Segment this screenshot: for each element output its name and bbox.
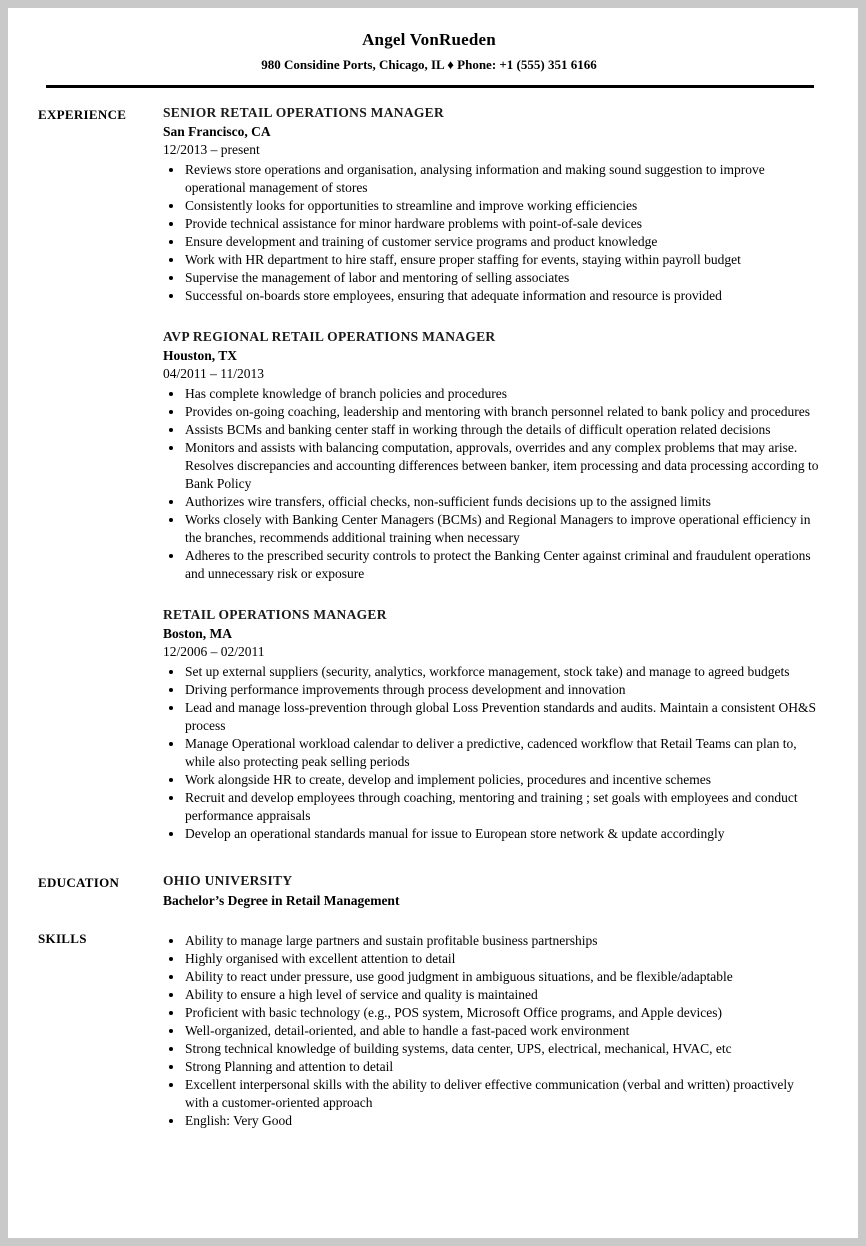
header-divider <box>46 85 814 88</box>
job-title: SENIOR RETAIL OPERATIONS MANAGER <box>163 105 445 120</box>
job-location: Houston, TX <box>163 348 238 363</box>
bullet-item: • Ensure development and training of customer service programs and product knowledge <box>184 233 820 251</box>
bullet-item: • Has complete knowledge of branch policies and procedures <box>184 385 820 403</box>
bullet-item: • Strong Planning and attention to detail <box>184 1058 820 1076</box>
bullet-item: • Ability to react under pressure, use good judgment in ambiguous situations, and be flexible/adaptable <box>184 968 820 986</box>
job-entry-retail-operations-manager <box>163 607 820 843</box>
bullet-item: • Provide technical assistance for minor hardware problems with point-of-sale devices <box>184 215 820 233</box>
degree: Bachelor’s Degree in Retail Management <box>163 893 400 908</box>
contact-line: 980 Considine Ports, Chicago, IL ♦ Phone: +1 (555) 351 6166 <box>261 57 597 72</box>
job-title: AVP REGIONAL RETAIL OPERATIONS MANAGER <box>163 329 496 344</box>
education-section <box>38 873 820 909</box>
bullet-item: • Authorizes wire transfers, official checks, non-sufficient funds decisions up to the assigned limits <box>184 493 820 511</box>
skills-section <box>38 929 820 1130</box>
resume-page <box>8 8 858 1238</box>
bullet-item: • Set up external suppliers (security, analytics, workforce management, stock take) and manage to agreed budgets <box>184 663 820 681</box>
job-entry-avp-regional-retail-operations-manager <box>163 329 820 583</box>
bullet-item: • Recruit and develop employees through coaching, mentoring and training ; set goals with employees and conduct performance appraisals <box>184 789 820 825</box>
bullet-item: • Highly organised with excellent attention to detail <box>184 950 820 968</box>
job-bullet-list <box>163 663 820 843</box>
bullet-item: • Successful on-boards store employees, ensuring that adequate information and resource is provided <box>184 287 820 305</box>
job-entry-senior-retail-operations-manager <box>163 105 820 305</box>
bullet-item: • Work alongside HR to create, develop and implement policies, procedures and incentive schemes <box>184 771 820 789</box>
bullet-item: • Excellent interpersonal skills with the ability to deliver effective communication (verbal and written) proactively with a customer-oriented approach <box>184 1076 820 1112</box>
bullet-item: • Works closely with Banking Center Managers (BCMs) and Regional Managers to improve operational efficiency in the branches, recommends additional training when necessary <box>184 511 820 547</box>
job-location: Boston, MA <box>163 626 233 641</box>
bullet-item: • Work with HR department to hire staff, ensure proper staffing for events, staying within payroll budget <box>184 251 820 269</box>
bullet-item: • Proficient with basic technology (e.g., POS system, Microsoft Office programs, and Apple devices) <box>184 1004 820 1022</box>
education-content <box>163 873 820 909</box>
job-location: San Francisco, CA <box>163 124 271 139</box>
resume-header <box>38 30 820 88</box>
skills-bullet-list <box>163 932 820 1130</box>
person-name: Angel VonRueden <box>362 30 496 49</box>
bullet-item: • Supervise the management of labor and mentoring of selling associates <box>184 269 820 287</box>
experience-content <box>163 105 820 843</box>
job-bullet-list <box>163 385 820 583</box>
section-label-experience: EXPERIENCE <box>38 107 127 122</box>
job-bullet-list <box>163 161 820 305</box>
bullet-item: • Reviews store operations and organisation, analysing information and making sound suggestion to improve operational management of stores <box>184 161 820 197</box>
bullet-item: • Driving performance improvements through process development and innovation <box>184 681 820 699</box>
section-label-skills: SKILLS <box>38 931 87 946</box>
bullet-item: • Consistently looks for opportunities to streamline and improve working efficiencies <box>184 197 820 215</box>
bullet-item: • Ability to manage large partners and sustain profitable business partnerships <box>184 932 820 950</box>
bullet-item: • Lead and manage loss-prevention through global Loss Prevention standards and audits. Maintain a consistent OH&S process <box>184 699 820 735</box>
bullet-item: • Develop an operational standards manual for issue to European store network & update accordingly <box>184 825 820 843</box>
job-dates: 04/2011 – 11/2013 <box>163 366 264 381</box>
bullet-item: • Adheres to the prescribed security controls to protect the Banking Center against criminal and fraudulent operations and unnecessary risk or exposure <box>184 547 820 583</box>
bullet-item: • Provides on-going coaching, leadership and mentoring with branch personnel related to bank policy and procedures <box>184 403 820 421</box>
bullet-item: • Monitors and assists with balancing computation, approvals, overrides and any complex problems that may arise. Resolves discrepancies and accounting differences between banker, item processing and data processing according to Bank Policy <box>184 439 820 493</box>
school-name: OHIO UNIVERSITY <box>163 873 293 888</box>
job-dates: 12/2006 – 02/2011 <box>163 644 265 659</box>
experience-section <box>38 105 820 843</box>
bullet-item: • Assists BCMs and banking center staff in working through the details of difficult operation related decisions <box>184 421 820 439</box>
bullet-item: • Ability to ensure a high level of service and quality is maintained <box>184 986 820 1004</box>
skills-content <box>163 929 820 1130</box>
section-label-education: EDUCATION <box>38 875 120 890</box>
bullet-item: • Well-organized, detail-oriented, and able to handle a fast-paced work environment <box>184 1022 820 1040</box>
job-dates: 12/2013 – present <box>163 142 260 157</box>
job-title: RETAIL OPERATIONS MANAGER <box>163 607 387 622</box>
bullet-item: • English: Very Good <box>184 1112 820 1130</box>
bullet-item: • Manage Operational workload calendar to deliver a predictive, cadenced workflow that Retail Teams can plan to, while also protecting peak selling periods <box>184 735 820 771</box>
bullet-item: • Strong technical knowledge of building systems, data center, UPS, electrical, mechanical, HVAC, etc <box>184 1040 820 1058</box>
